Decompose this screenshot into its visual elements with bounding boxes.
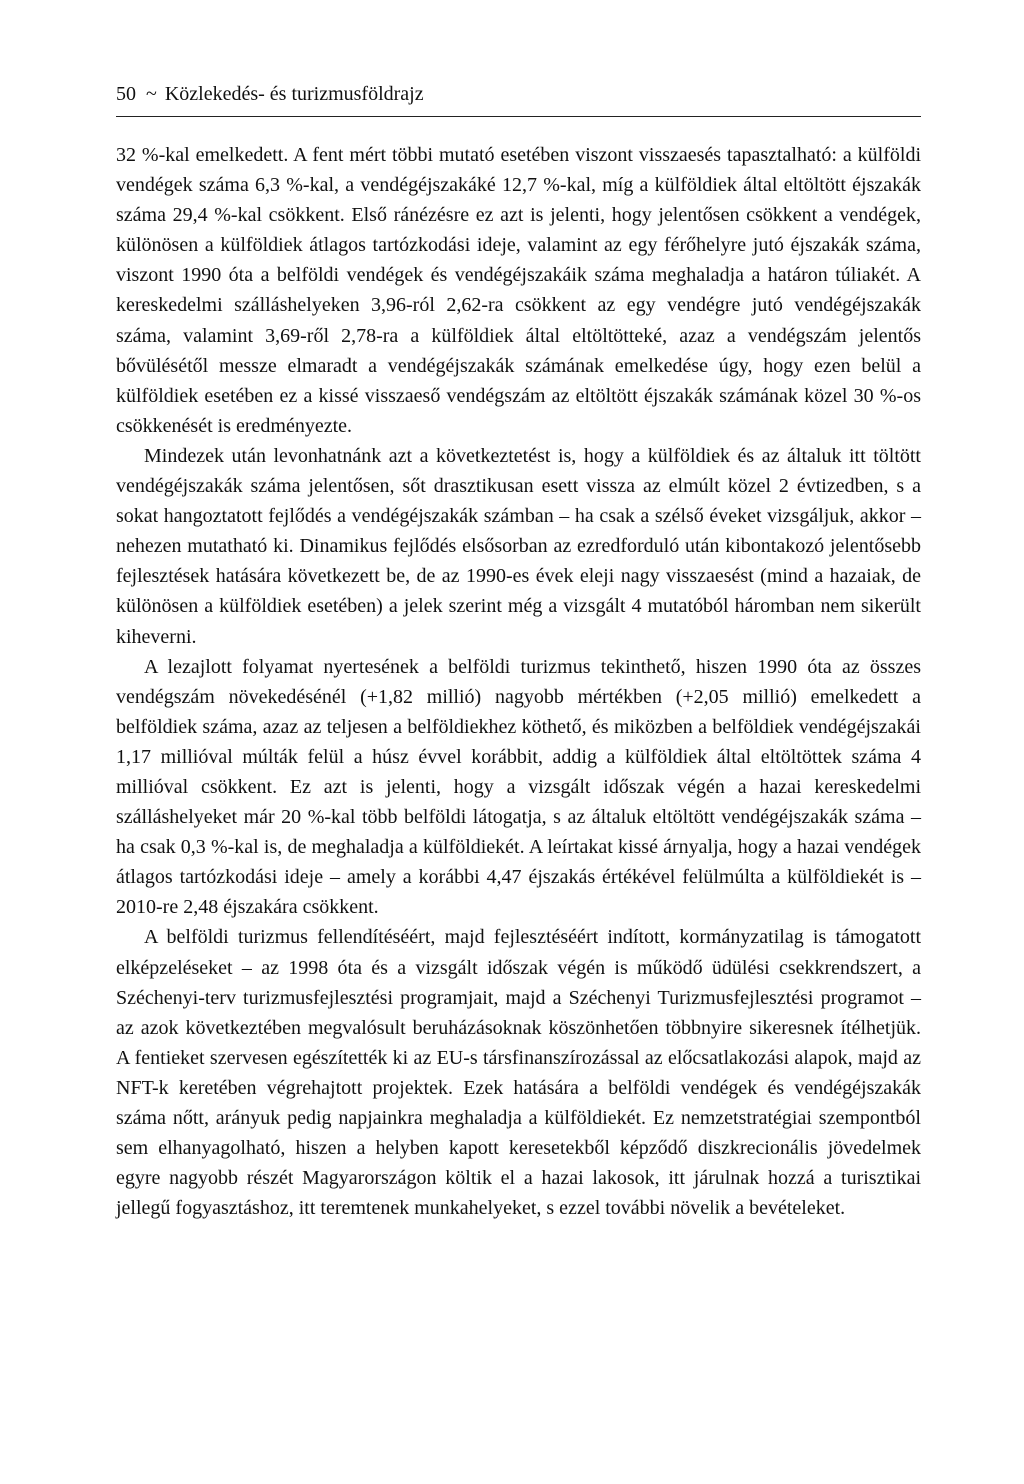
running-header	[116, 82, 921, 117]
body-text	[116, 140, 921, 1223]
paragraph-4: A belföldi turizmus fellendítéséért, majd fejlesztéséért indított, kormányzatilag is támogatott elképzeléseket – az 1998 óta és a vizsgált időszak végén is működő üdülési csekkrendszert, a Széchenyi-terv turizmusfejlesztési programjait, majd a Széchenyi Turizmusfejlesztési programot – az azok következtében megvalósult beruházásoknak köszönhetően többnyire sikeresnek ítélhetjük. A fentieket szervesen egészítették ki az EU-s társfinanszírozással az előcsatlakozási alapok, majd az NFT-k keretében végrehajtott projektek. Ezek hatására a belföldi vendégek és vendégéjszakák száma nőtt, arányuk pedig napjainkra meghaladja a külföldiekét. Ez nemzetstratégiai szempontból sem elhanyagolható, hiszen a helyben kapott keresetekből képződő diszkrecionális jövedelmek egyre nagyobb részét Magyarországon költik el a hazai lakosok, itt járulnak hozzá a turisztikai jellegű fogyasztáshoz, itt teremtenek munkahelyeket, s ezzel további növelik a bevételeket.	[116, 926, 921, 1220]
chapter-title: Közlekedés- és turizmusföldrajz	[164, 83, 424, 105]
page-number: 50	[116, 83, 136, 105]
paragraph-1: 32 %-kal emelkedett. A fent mért többi mutató esetében viszont visszaesés tapasztalható: a külföldi vendégek száma 6,3 %-kal, a vendégéjszakáké 12,7 %-kal, míg a külföldiek által eltöltött éjszakák száma 29,4 %-kal csökkent. Első ránézésre ez azt is jelenti, hogy jelentősen csökkent a vendégek, különösen a külföldiek átlagos tartózkodási ideje, valamint az egy férőhelyre jutó éjszakák száma, viszont 1990 óta a belföldi vendégek és vendégéjszakáik száma meghaladja a határon túliakét. A kereskedelmi szálláshelyeken 3,96-ról 2,62-ra csökkent az egy vendégre jutó vendégéjszakák száma, valamint 3,69-ről 2,78-ra a külföldiek által eltöltötteké, azaz a vendégszám jelentős bővülésétől messze elmaradt a vendégéjszakák számának emelkedése úgy, hogy ezen belül a külföldiek esetében ez a kissé visszaeső vendégszám az eltöltött éjszakák számának közel 30 %-os csökkenését is eredményezte.	[116, 144, 921, 437]
header-separator: ~	[146, 83, 157, 105]
paragraph-2: Mindezek után levonhatnánk azt a következtetést is, hogy a külföldiek és az általuk itt töltött vendégéjszakák száma jelentősen, sőt drasztikusan esett vissza az elmúlt közel 2 évtizedben, s a sokat hangoztatott fejlődés a vendégéjszakák számban – ha csak a szélső éveket vizsgáljuk, akkor – nehezen mutatható ki. Dinamikus fejlődés elsősorban az ezredforduló után kibontakozó jelentősebb fejlesztések hatására következett be, de az 1990-es évek eleji nagy visszaesést (mind a hazaiak, de különösen a külföldiek esetében) a jelek szerint még a vizsgált 4 mutatóból háromban nem sikerült kiheverni.	[116, 444, 921, 648]
paragraph-3: A lezajlott folyamat nyertesének a belföldi turizmus tekinthető, hiszen 1990 óta az összes vendégszám növekedésénél (+1,82 millió) nagyobb mértékben (+2,05 millió) emelkedett a belföldiek száma, azaz az teljesen a belföldiekhez köthető, és miközben a belföldiek vendégéjszakái 1,17 millióval múlták felül a húsz évvel korábbit, addig a külföldiek által eltöltöttek száma 4 millióval csökkent. Ez azt is jelenti, hogy a vizsgált időszak végén a hazai kereskedelmi szálláshelyeket már 20 %-kal több belföldi látogatja, s az általuk eltöltött vendégéjszakák száma – ha csak 0,3 %-kal is, de meghaladja a külföldiekét. A leírtakat kissé árnyalja, hogy a hazai vendégek átlagos tartózkodási ideje – amely a korábbi 4,47 éjszakás értékével felülmúlta a külföldiekét is – 2010-re 2,48 éjszakára csökkent.	[116, 655, 921, 919]
